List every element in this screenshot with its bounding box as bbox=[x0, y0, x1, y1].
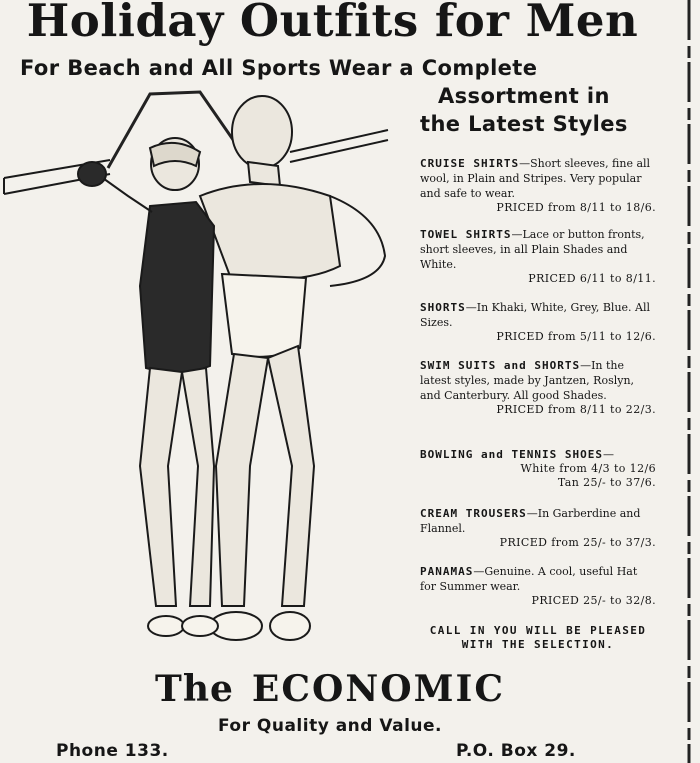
item-swim-suits-and-shorts bbox=[420, 358, 656, 417]
subheading-line-2: Assortment in bbox=[438, 84, 610, 108]
item-price: PRICED from 25/- to 37/3. bbox=[499, 536, 656, 549]
item-name: PANAMAS bbox=[420, 565, 474, 578]
item-description: — bbox=[602, 448, 614, 461]
store-name bbox=[0, 668, 660, 710]
item-price-tan: Tan 25/- to 37/6. bbox=[557, 476, 656, 489]
item-shorts bbox=[420, 300, 656, 344]
po-box: P.O. Box 29. bbox=[456, 741, 576, 761]
item-bowling-and-tennis-shoes bbox=[420, 447, 656, 490]
item-name: CREAM TROUSERS bbox=[420, 507, 527, 520]
item-cruise-shirts bbox=[420, 156, 656, 215]
item-description: —In Garberdine and Flannel. bbox=[420, 507, 641, 535]
item-name: CRUISE SHIRTS bbox=[420, 157, 520, 170]
item-price: PRICED from 5/11 to 12/6. bbox=[496, 330, 656, 343]
store-name-word: ECONOMIC bbox=[251, 668, 505, 710]
phone-number: Phone 133. bbox=[56, 741, 169, 761]
subheading-line-3: the Latest Styles bbox=[420, 112, 628, 136]
store-name-article: The bbox=[155, 668, 234, 710]
item-name: SWIM SUITS and SHORTS bbox=[420, 359, 581, 372]
item-description: —Genuine. A cool, useful Hat for Summer wear. bbox=[420, 565, 638, 593]
item-name: TOWEL SHIRTS bbox=[420, 228, 512, 241]
item-name: SHORTS bbox=[420, 301, 466, 314]
headline: Holiday Outfits for Men bbox=[26, 0, 639, 47]
item-cream-trousers bbox=[420, 506, 656, 550]
item-description: —In the latest styles, made by Jantzen, Roslyn, and Canterbury. All good Shades. bbox=[420, 359, 635, 402]
item-price: PRICED from 8/11 to 22/3. bbox=[496, 403, 656, 416]
item-price: PRICED 6/11 to 8/11. bbox=[528, 272, 656, 285]
beach-couple-illustration bbox=[0, 86, 410, 666]
item-panamas bbox=[420, 564, 656, 608]
item-name: BOWLING and TENNIS SHOES bbox=[420, 448, 603, 461]
item-price: White from 4/3 to 12/6 bbox=[520, 462, 656, 475]
call-to-action: CALL IN YOU WILL BE PLEASED WITH THE SELECTION. bbox=[429, 624, 647, 651]
subheading-line-1: For Beach and All Sports Wear a Complete bbox=[20, 56, 538, 80]
item-description: —Short sleeves, fine all wool, in Plain and Stripes. Very popular and safe to wear. bbox=[420, 157, 651, 200]
item-description: —Lace or button fronts, short sleeves, in all Plain Shades and White. bbox=[420, 228, 645, 271]
tagline: For Quality and Value. bbox=[218, 716, 442, 736]
item-towel-shirts bbox=[420, 227, 656, 286]
page-edge-column-rule bbox=[678, 0, 700, 763]
item-price: PRICED from 8/11 to 18/6. bbox=[496, 201, 656, 214]
item-price: PRICED 25/- to 32/8. bbox=[531, 594, 656, 607]
item-description: —In Khaki, White, Grey, Blue. All Sizes. bbox=[420, 301, 651, 329]
